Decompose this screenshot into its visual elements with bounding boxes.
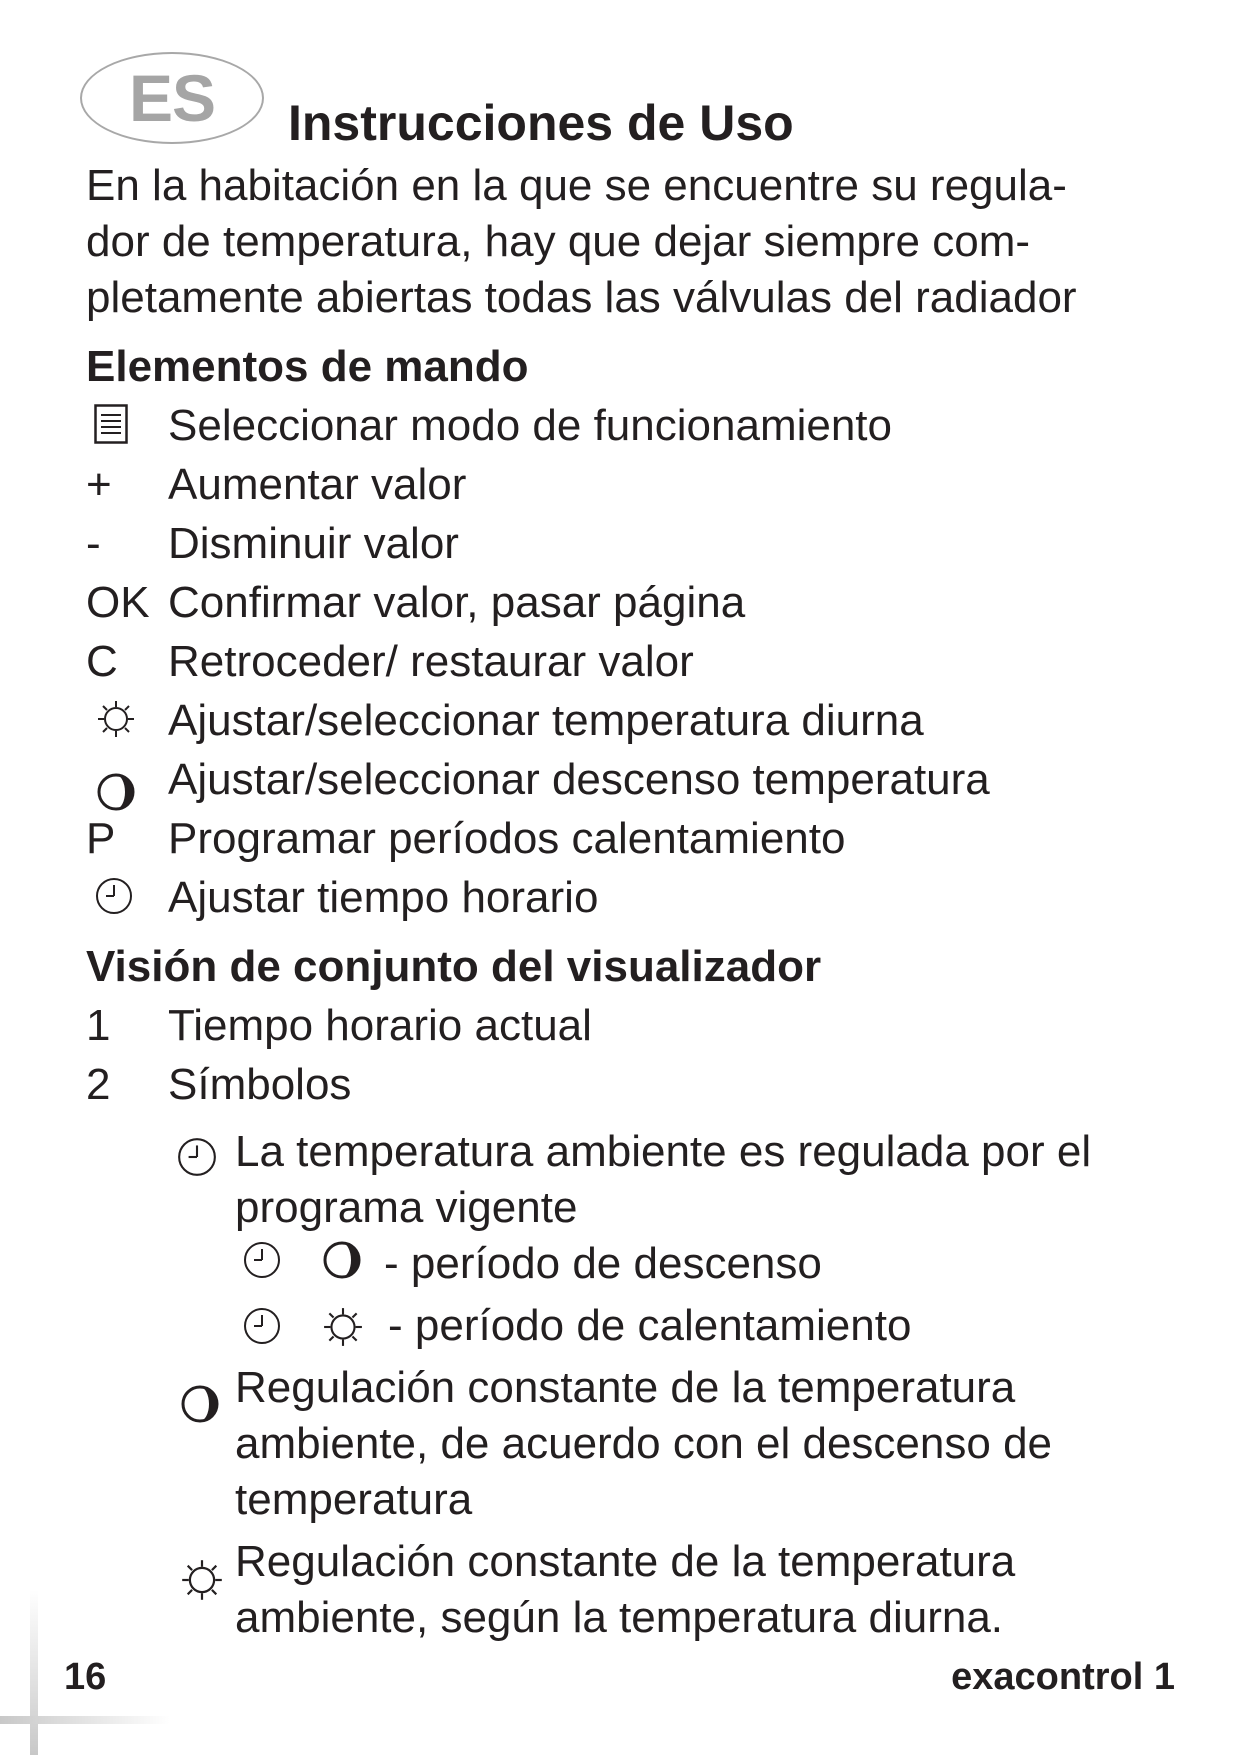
symbol-line: La temperatura ambiente es regulada por el (235, 1127, 1092, 1176)
control-item-clock (86, 868, 1186, 927)
crop-mark-vertical (30, 1590, 38, 1755)
product-name: exacontrol 1 (951, 1656, 1175, 1698)
menu-list-icon (94, 404, 128, 444)
control-key: P (86, 814, 116, 863)
page-number: 16 (64, 1656, 107, 1698)
half-moon-icon (322, 1240, 362, 1280)
control-item-minus (86, 514, 1186, 573)
control-text: Ajustar/seleccionar descenso temperatura (168, 755, 990, 804)
control-key: OK (86, 578, 150, 627)
clock-icon (242, 1306, 282, 1346)
half-moon-icon (96, 772, 136, 812)
intro-line: pletamente abiertas todas las válvulas del radiador (86, 273, 1077, 322)
period-heating: - período de calentamiento (388, 1301, 912, 1350)
control-item-program (86, 809, 1186, 868)
symbol-line: Regulación constante de la temperatura (235, 1363, 1016, 1412)
crop-mark-horizontal (0, 1716, 170, 1724)
control-key: - (86, 519, 101, 568)
intro-paragraph (86, 158, 1206, 326)
intro-line: En la habitación en la que se encuentre su regula- (86, 161, 1067, 210)
display-text: Tiempo horario actual (168, 1001, 592, 1050)
control-text: Disminuir valor (168, 519, 459, 568)
display-list (86, 996, 1186, 1116)
symbol-day-desc (235, 1534, 1015, 1646)
control-key: + (86, 460, 112, 509)
sun-icon (180, 1558, 224, 1602)
display-key: 1 (86, 1001, 111, 1050)
control-text: Aumentar valor (168, 460, 467, 509)
control-item-ok (86, 573, 1186, 632)
sun-icon (96, 699, 136, 739)
language-badge (80, 52, 264, 144)
clock-icon (242, 1240, 282, 1280)
display-heading: Visión de conjunto del visualizador (86, 942, 822, 991)
control-text: Programar períodos calentamiento (168, 814, 846, 863)
language-code: ES (128, 61, 216, 135)
page-title: Instrucciones de Uso (288, 95, 794, 151)
half-moon-icon (180, 1384, 220, 1424)
control-text: Seleccionar modo de funcionamiento (168, 401, 893, 450)
controls-list (86, 396, 1186, 936)
symbol-program-desc (235, 1124, 1091, 1236)
symbol-line: programa vigente (235, 1183, 578, 1232)
control-text: Ajustar tiempo horario (168, 873, 599, 922)
symbol-line: Regulación constante de la temperatura (235, 1537, 1016, 1586)
period-setback: - período de descenso (384, 1239, 822, 1288)
symbol-line: ambiente, de acuerdo con el descenso de (235, 1419, 1053, 1468)
control-text: Retroceder/ restaurar valor (168, 637, 694, 686)
control-item-mode (86, 396, 1186, 455)
symbol-setback-desc (235, 1360, 1052, 1528)
clock-icon (176, 1136, 218, 1178)
control-item-setback (86, 750, 1186, 809)
display-key: 2 (86, 1060, 111, 1109)
symbol-line: ambiente, según la temperatura diurna. (235, 1593, 1004, 1642)
control-item-plus (86, 455, 1186, 514)
control-key: C (86, 637, 118, 686)
control-item-c (86, 632, 1186, 691)
controls-heading: Elementos de mando (86, 342, 529, 391)
clock-icon (94, 876, 134, 916)
intro-line: dor de temperatura, hay que dejar siempre com- (86, 217, 1031, 266)
control-item-day-temp (86, 691, 1186, 750)
sun-icon (322, 1306, 364, 1348)
display-item-time (86, 996, 1186, 1055)
control-text: Ajustar/seleccionar temperatura diurna (168, 696, 924, 745)
display-item-symbols (86, 1055, 1186, 1114)
symbol-line: temperatura (235, 1475, 473, 1524)
display-text: Símbolos (168, 1060, 352, 1109)
control-text: Confirmar valor, pasar página (168, 578, 746, 627)
